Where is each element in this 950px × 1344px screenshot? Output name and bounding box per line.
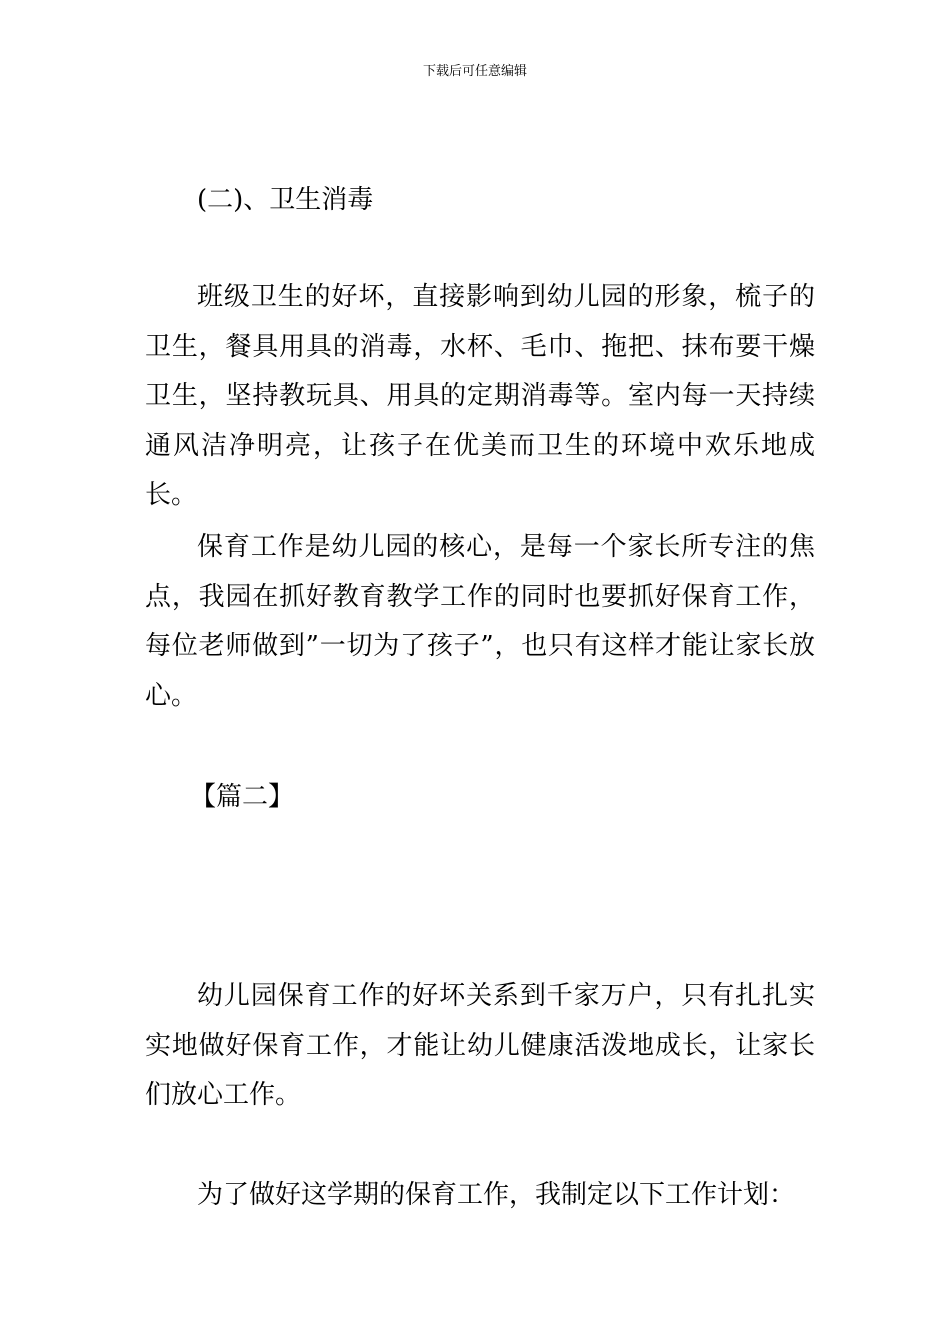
page-header: 下载后可任意编辑 xyxy=(422,64,527,79)
paragraph-plan-intro: 为了做好这学期的保育工作，我制定以下工作计划： xyxy=(197,1180,796,1210)
section-heading: (二)、卫生消毒 xyxy=(197,185,374,215)
paragraph-care-core: 保育工作是幼儿园的核心，是每一个家长所专注的焦点，我园在抓好教育教学工作的同时也要抓好保育工作，每位老师做到”一切为了孩子”，也只有这样才能让家长放心。 xyxy=(145,532,815,711)
paragraph-hygiene: 班级卫生的好坏，直接影响到幼儿园的形象，梳子的卫生，餐具用具的消毒，水杯、毛巾、拖把、抹布要干燥卫生，坚持教玩具、用具的定期消毒等。室内每一天持续通风洁净明亮，让孩子在优美而卫生的环境中欢乐地成长。 xyxy=(145,282,815,510)
paragraph-care-importance: 幼儿园保育工作的好坏关系到千家万户，只有扎扎实实地做好保育工作，才能让幼儿健康活泼地成长，让家长们放心工作。 xyxy=(145,981,815,1110)
part-heading: 【篇二】 xyxy=(190,782,295,812)
